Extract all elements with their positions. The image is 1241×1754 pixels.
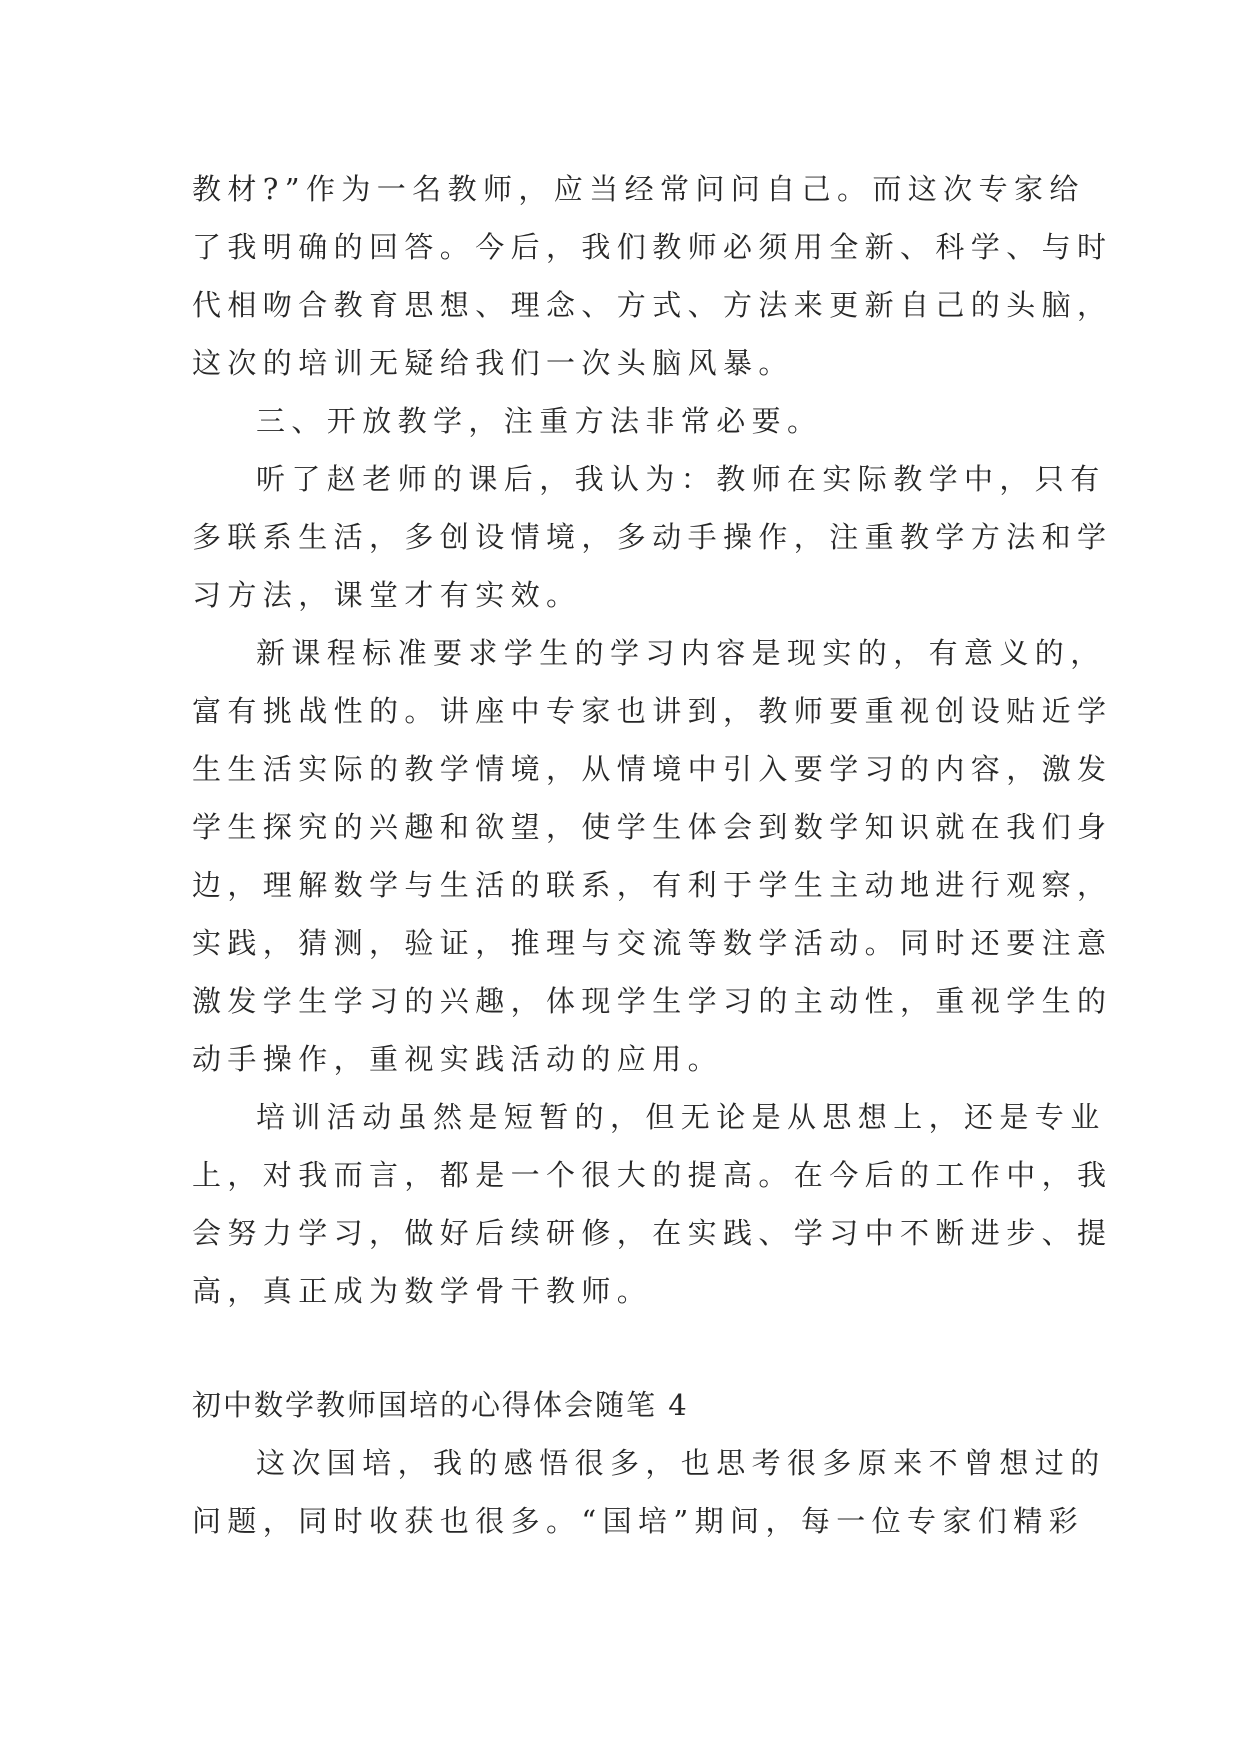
section-spacer (192, 1320, 1062, 1376)
text-line: 会努力学习，做好后续研修，在实践、学习中不断进步、提 (192, 1216, 1113, 1250)
text-line: 问题，同时收获也很多。“国培”期间，每一位专家们精彩 (192, 1504, 1085, 1538)
text-line: 习方法，课堂才有实效。 (192, 578, 582, 612)
text-line: 学生探究的兴趣和欲望，使学生体会到数学知识就在我们身 (192, 810, 1113, 844)
text-line: 多联系生活，多创设情境，多动手操作，注重教学方法和学 (192, 520, 1113, 554)
document-body (192, 160, 1113, 1550)
text-line: 上，对我而言，都是一个很大的提高。在今后的工作中，我 (192, 1158, 1113, 1192)
text-line: 富有挑战性的。讲座中专家也讲到，教师要重视创设贴近学 (192, 694, 1113, 728)
text-line: 了我明确的回答。今后，我们教师必须用全新、科学、与时 (192, 230, 1113, 264)
text-line: 新课程标准要求学生的学习内容是现实的，有意义的， (256, 636, 1106, 670)
text-line: 培训活动虽然是短暂的，但无论是从思想上，还是专业 (256, 1100, 1106, 1134)
text-line: 教材?”作为一名教师，应当经常问问自己。而这次专家给 (192, 172, 1085, 206)
text-line: 这次国培，我的感悟很多，也思考很多原来不曾想过的 (256, 1446, 1106, 1480)
text-line: 边，理解数学与生活的联系，有利于学生主动地进行观察， (192, 868, 1113, 902)
text-line: 实践，猜测，验证，推理与交流等数学活动。同时还要注意 (192, 926, 1113, 960)
section-heading: 初中数学教师国培的心得体会随笔 4 (192, 1388, 689, 1422)
text-line: 激发学生学习的兴趣，体现学生学习的主动性，重视学生的 (192, 984, 1113, 1018)
text-line: 生生活实际的教学情境，从情境中引入要学习的内容，激发 (192, 752, 1113, 786)
text-line: 这次的培训无疑给我们一次头脑风暴。 (192, 346, 794, 380)
text-line: 代相吻合教育思想、理念、方式、方法来更新自己的头脑， (192, 288, 1113, 322)
subheading-three: 三、开放教学，注重方法非常必要。 (256, 404, 823, 438)
text-line: 听了赵老师的课后，我认为：教师在实际教学中，只有 (256, 462, 1106, 496)
text-line: 高，真正成为数学骨干教师。 (192, 1274, 653, 1308)
text-line: 动手操作，重视实践活动的应用。 (192, 1042, 724, 1076)
